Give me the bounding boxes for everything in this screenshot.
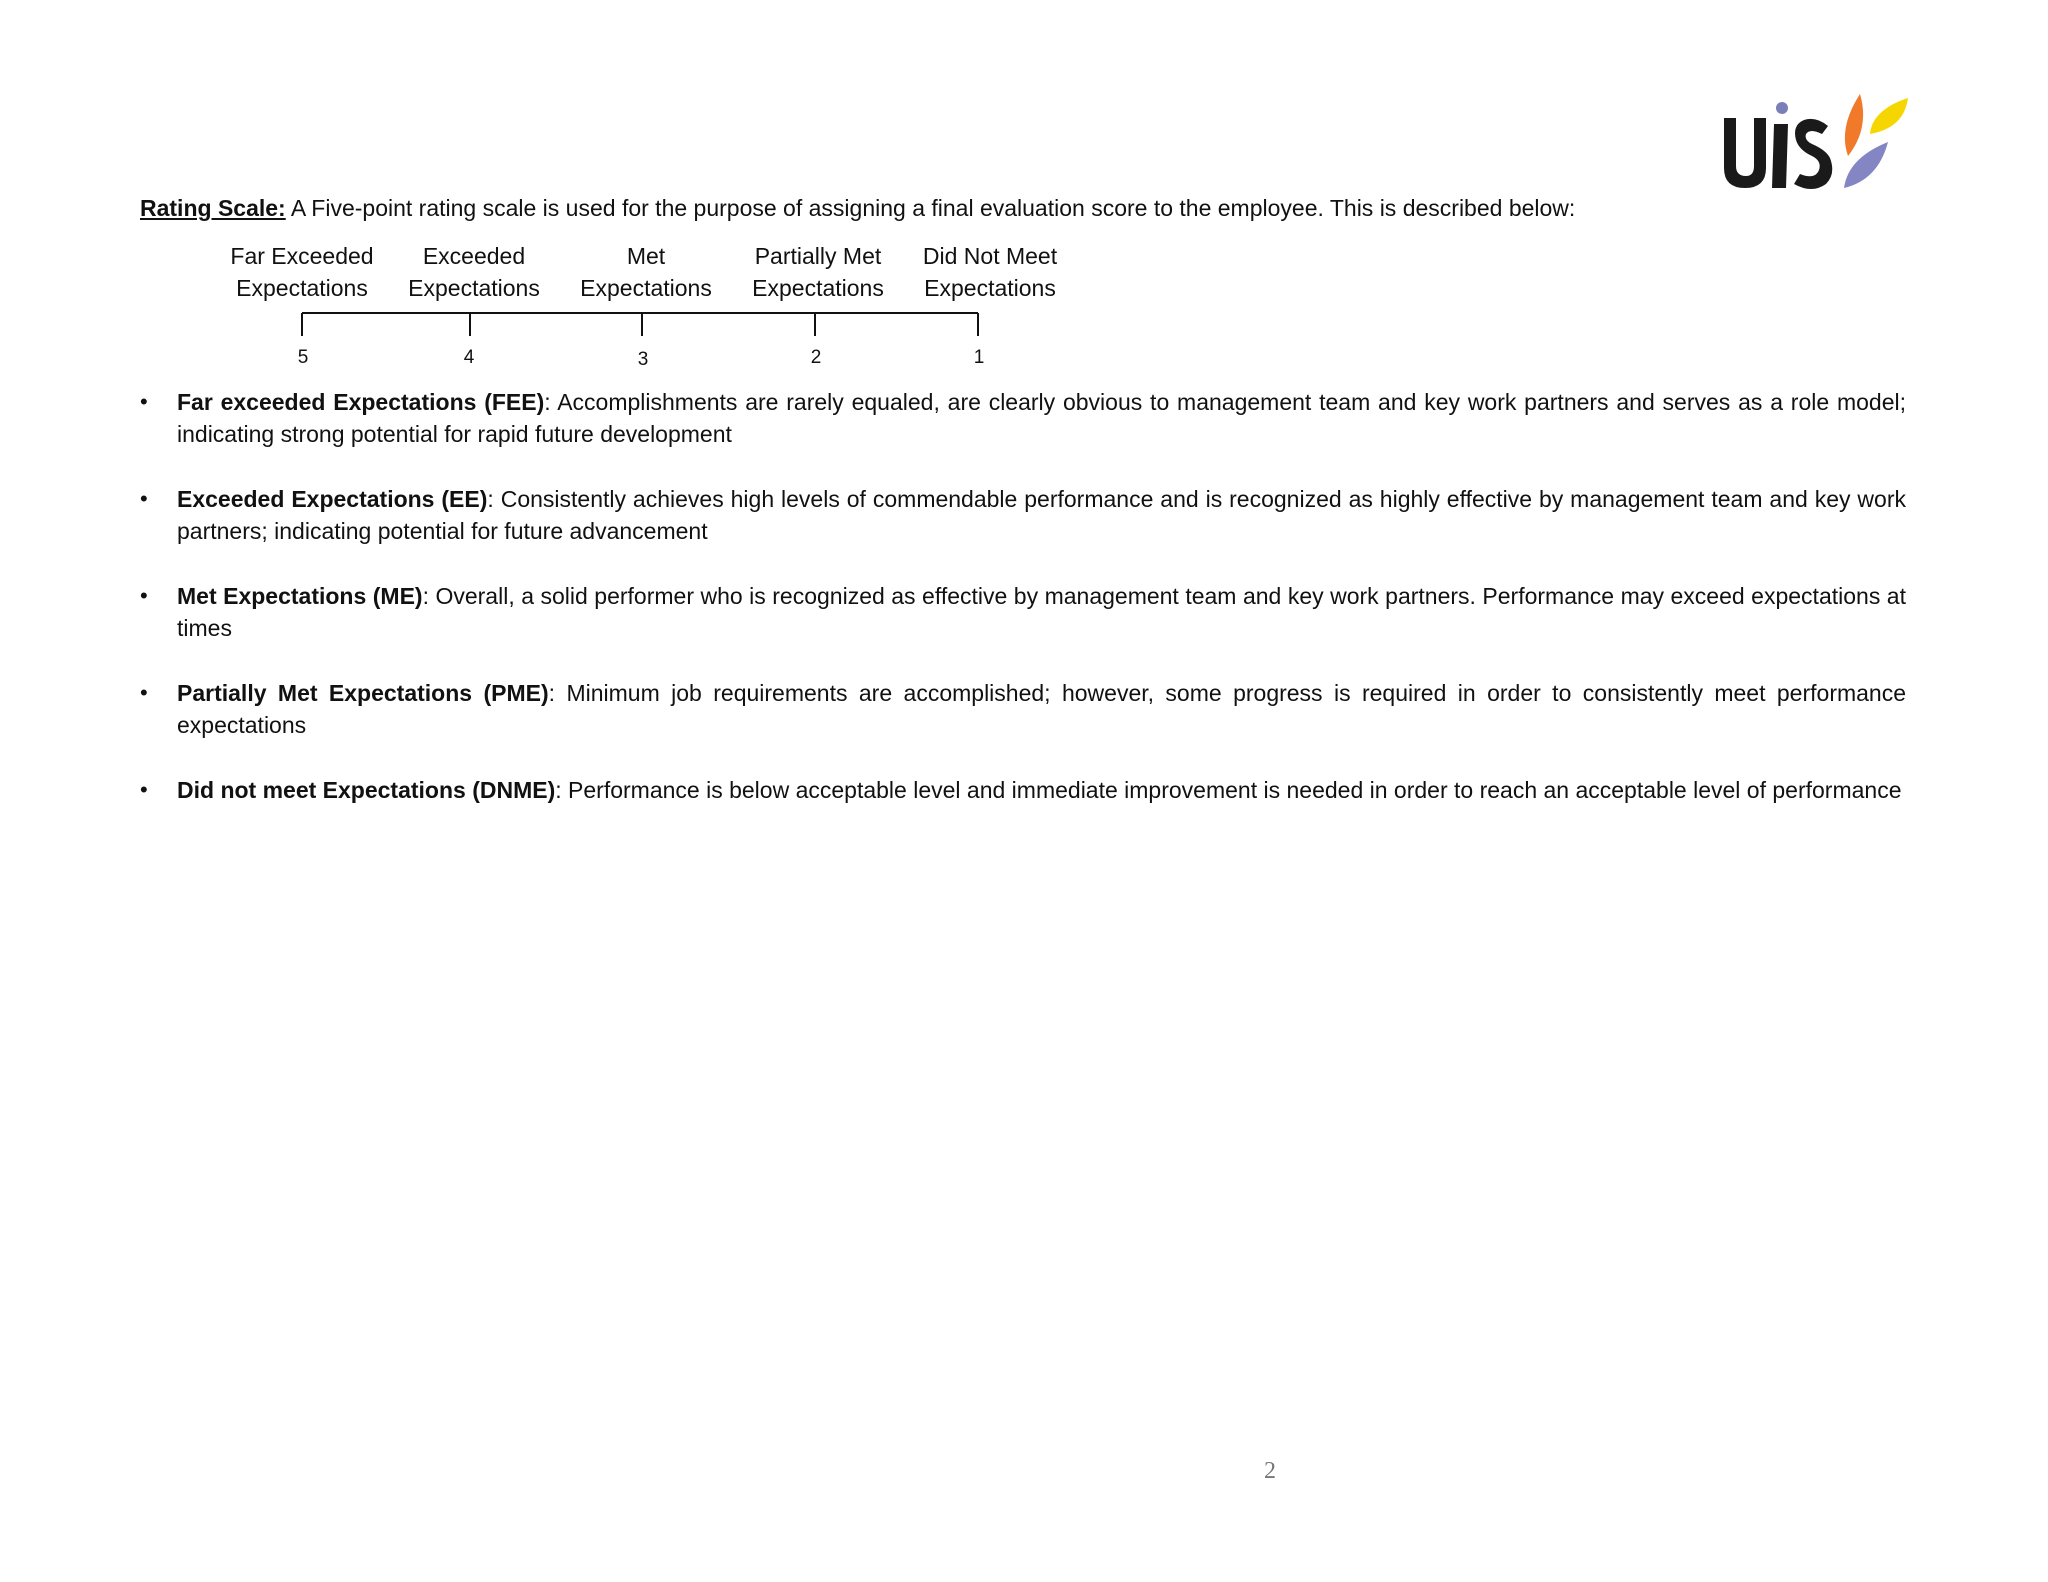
scale-axis	[0, 0, 2048, 400]
bullet-icon: •	[140, 486, 148, 511]
definition-text: : Accomplishments are rarely equaled, are clearly obvious to management team and key work partners and serves as a role model; indicating strong potential for rapid future development	[177, 389, 1906, 447]
bullet-icon: •	[140, 680, 148, 705]
list-item	[140, 774, 1906, 806]
scale-level-label-line2: Expectations	[752, 275, 884, 301]
definition-term: Partially Met Expectations (PME)	[177, 680, 549, 706]
bullet-icon: •	[140, 777, 148, 802]
scale-level-label-line1: Met	[626, 243, 666, 269]
bullet-icon: •	[140, 389, 148, 414]
scale-level-label-line1: Did Not Meet	[922, 243, 1058, 269]
definition-text: : Consistently achieves high levels of commendable performance and is recognized as highly effective by management team and key work partners; indicating potential for future advancement	[177, 486, 1906, 544]
list-item	[140, 483, 1906, 547]
bullet-icon: •	[140, 583, 148, 608]
scale-number-2: 2	[810, 347, 822, 368]
scale-level-label-line2: Expectations	[236, 275, 368, 301]
scale-number-4: 4	[463, 347, 475, 368]
definition-text: : Minimum job requirements are accomplished; however, some progress is required in order to consistently meet performance expectations	[177, 680, 1907, 738]
rating-scale-label: Rating Scale:	[140, 195, 286, 221]
page-number: 2	[1264, 1458, 1276, 1484]
rating-definitions-list	[140, 386, 1906, 839]
list-item	[140, 580, 1906, 644]
rating-scale-diagram	[0, 0, 2048, 400]
definition-term: Far exceeded Expectations (FEE)	[177, 389, 545, 415]
list-item	[140, 677, 1906, 741]
scale-number-1: 1	[973, 347, 985, 368]
definition-term: Exceeded Expectations (EE)	[177, 486, 488, 512]
scale-level-label-line1: Far Exceeded	[230, 243, 374, 269]
definition-text: : Performance is below acceptable level and immediate improvement is needed in order to reach an acceptable level of performance	[555, 777, 1902, 803]
scale-level-label-line1: Partially Met	[754, 243, 882, 269]
definition-text: : Overall, a solid performer who is recognized as effective by management team and key work partners. Performance may exceed expectations at times	[177, 583, 1906, 641]
list-item	[140, 386, 1906, 450]
scale-level-label-line2: Expectations	[924, 275, 1056, 301]
scale-level-label-line1: Exceeded	[422, 243, 526, 269]
scale-level-label-line2: Expectations	[408, 275, 540, 301]
rating-scale-description: A Five-point rating scale is used for the purpose of assigning a final evaluation score to the employee. This is described below:	[285, 195, 1576, 221]
definition-term: Did not meet Expectations (DNME)	[177, 777, 556, 803]
scale-number-3: 3	[637, 349, 649, 370]
scale-number-5: 5	[297, 347, 309, 368]
scale-level-label-line2: Expectations	[580, 275, 712, 301]
definition-term: Met Expectations (ME)	[177, 583, 423, 609]
